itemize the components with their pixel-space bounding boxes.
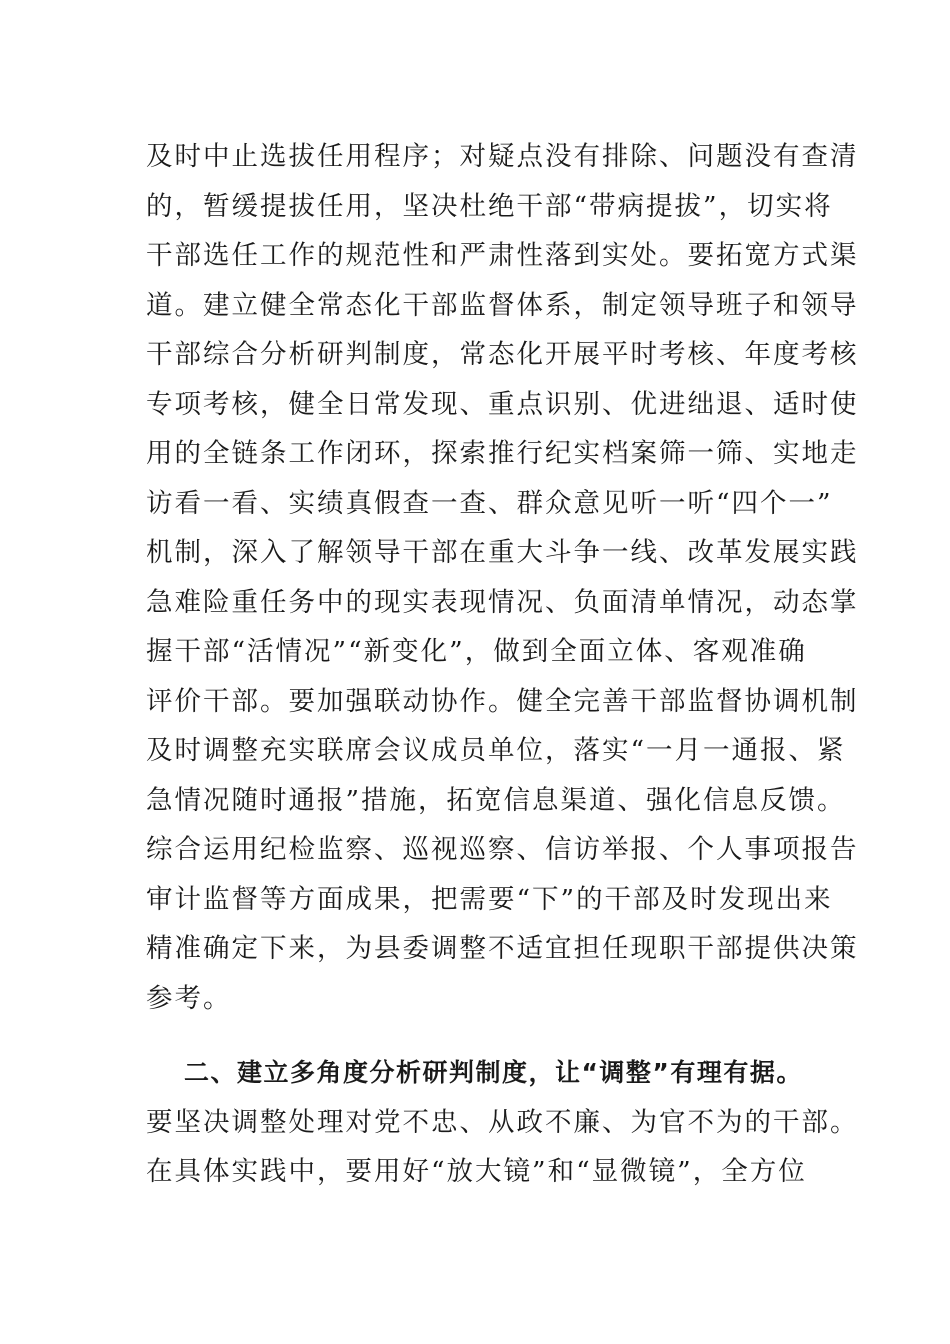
paragraph-line: 的，暂缓提拔任用，坚决杜绝干部“带病提拔”，切实将 bbox=[146, 190, 833, 222]
paragraph-line: 及时调整充实联席会议成员单位，落实“一月一通报、紧 bbox=[146, 735, 846, 766]
paragraph-line: 急难险重任务中的现实表现情况、负面清单情况，动态掌 bbox=[146, 586, 859, 618]
paragraph-line: 参考。 bbox=[146, 982, 232, 1014]
paragraph-spacer bbox=[146, 1023, 816, 1048]
document-body bbox=[146, 132, 859, 1197]
paragraph-line: 干部综合分析研判制度，常态化开展平时考核、年度考核 bbox=[146, 339, 859, 370]
paragraph-line: 审计监督等方面成果，把需要“下”的干部及时发现出来 bbox=[146, 883, 833, 915]
paragraph-line: 专项考核，健全日常发现、重点识别、优进绌退、适时使 bbox=[146, 388, 859, 420]
paragraph-line: 机制，深入了解领导干部在重大斗争一线、改革发展实践 bbox=[146, 537, 859, 568]
paragraph-line: 在具体实践中，要用好“放大镜”和“显微镜”，全方位 bbox=[146, 1156, 807, 1187]
paragraph-line: 精准确定下来，为县委调整不适宜担任现职干部提供决策 bbox=[146, 933, 859, 964]
paragraph-line: 干部选任工作的规范性和严肃性落到实处。要拓宽方式渠 bbox=[146, 240, 859, 271]
paragraph-line: 用的全链条工作闭环，探索推行纪实档案筛一筛、实地走 bbox=[146, 438, 859, 469]
section-heading: 二、建立多角度分析研判制度，让“调整”有理有据。 bbox=[184, 1058, 803, 1087]
paragraph-line: 综合运用纪检监察、巡视巡察、信访举报、个人事项报告 bbox=[146, 834, 859, 865]
paragraph-line: 道。建立健全常态化干部监督体系，制定领导班子和领导 bbox=[146, 289, 859, 321]
paragraph-line: 访看一看、实绩真假查一查、群众意见听一听“四个一” bbox=[146, 487, 833, 519]
paragraph-line: 及时中止选拔任用程序；对疑点没有排除、问题没有查清 bbox=[146, 141, 859, 172]
paragraph-line: 握干部“活情况”“新变化”，做到全面立体、客观准确 bbox=[146, 636, 807, 667]
paragraph-line: 急情况随时通报”措施，拓宽信息渠道、强化信息反馈。 bbox=[146, 784, 846, 816]
paragraph-line: 评价干部。要加强联动协作。健全完善干部监督协调机制 bbox=[146, 685, 859, 717]
paragraph-line: 要坚决调整处理对党不忠、从政不廉、为官不为的干部。 bbox=[146, 1106, 859, 1138]
